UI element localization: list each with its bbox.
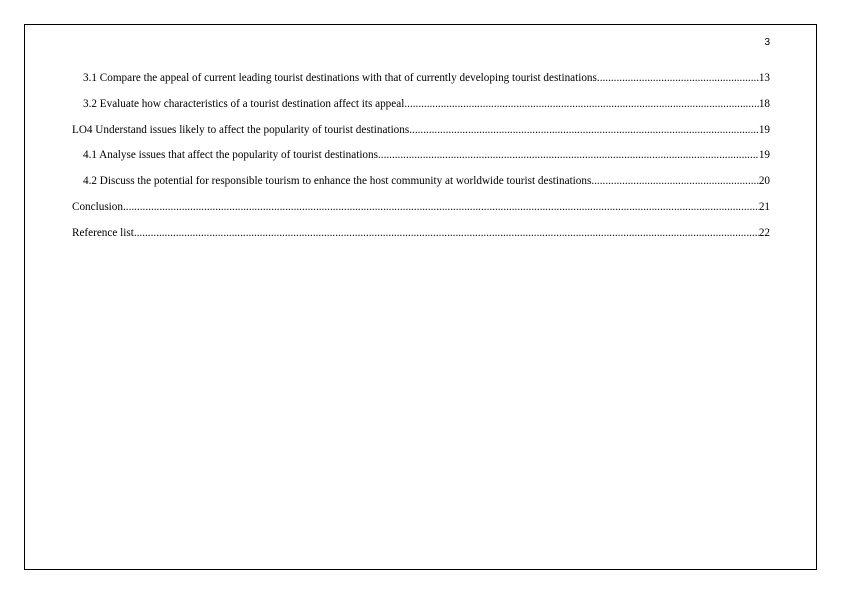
toc-entry-title: 3.1 Compare the appeal of current leading tourist destinations with that of currently developing tourist destinations (83, 72, 597, 84)
toc-dot-leader (123, 200, 759, 214)
toc-entry[interactable] (72, 71, 770, 97)
table-of-contents (72, 71, 770, 252)
toc-dot-leader (409, 123, 759, 137)
toc-entry-title: 3.2 Evaluate how characteristics of a tourist destination affect its appeal (83, 97, 405, 110)
toc-entry[interactable] (72, 226, 770, 252)
toc-entry-page: 21 (758, 200, 770, 213)
toc-entry-title: 4.2 Discuss the potential for responsible tourism to enhance the host community at worldwide tourist destinations (83, 175, 592, 188)
toc-entry-page: 18 (758, 97, 770, 110)
toc-entry-page: 19 (758, 149, 770, 162)
toc-entry[interactable] (72, 148, 770, 174)
toc-entry-page: 22 (758, 226, 770, 239)
toc-entry[interactable] (72, 97, 770, 123)
toc-entry-title: 4.1 Analyse issues that affect the popularity of tourist destinations (83, 149, 378, 162)
toc-dot-leader (597, 71, 759, 85)
toc-entry[interactable] (72, 200, 770, 226)
toc-entry-title: LO4 Understand issues likely to affect the popularity of tourist destinations (72, 123, 410, 136)
toc-entry-page: 19 (758, 123, 770, 136)
toc-dot-leader (591, 174, 758, 188)
toc-entry-page: 13 (758, 72, 770, 84)
page-number: 3 (764, 37, 770, 48)
toc-dot-leader (404, 97, 758, 111)
toc-entry-page: 20 (758, 175, 770, 188)
toc-dot-leader (134, 226, 759, 240)
toc-entry-title: Conclusion (72, 200, 123, 213)
toc-entry-title: Reference list (72, 226, 134, 239)
toc-entry[interactable] (72, 123, 770, 149)
toc-dot-leader (378, 148, 759, 162)
toc-entry[interactable] (72, 174, 770, 200)
